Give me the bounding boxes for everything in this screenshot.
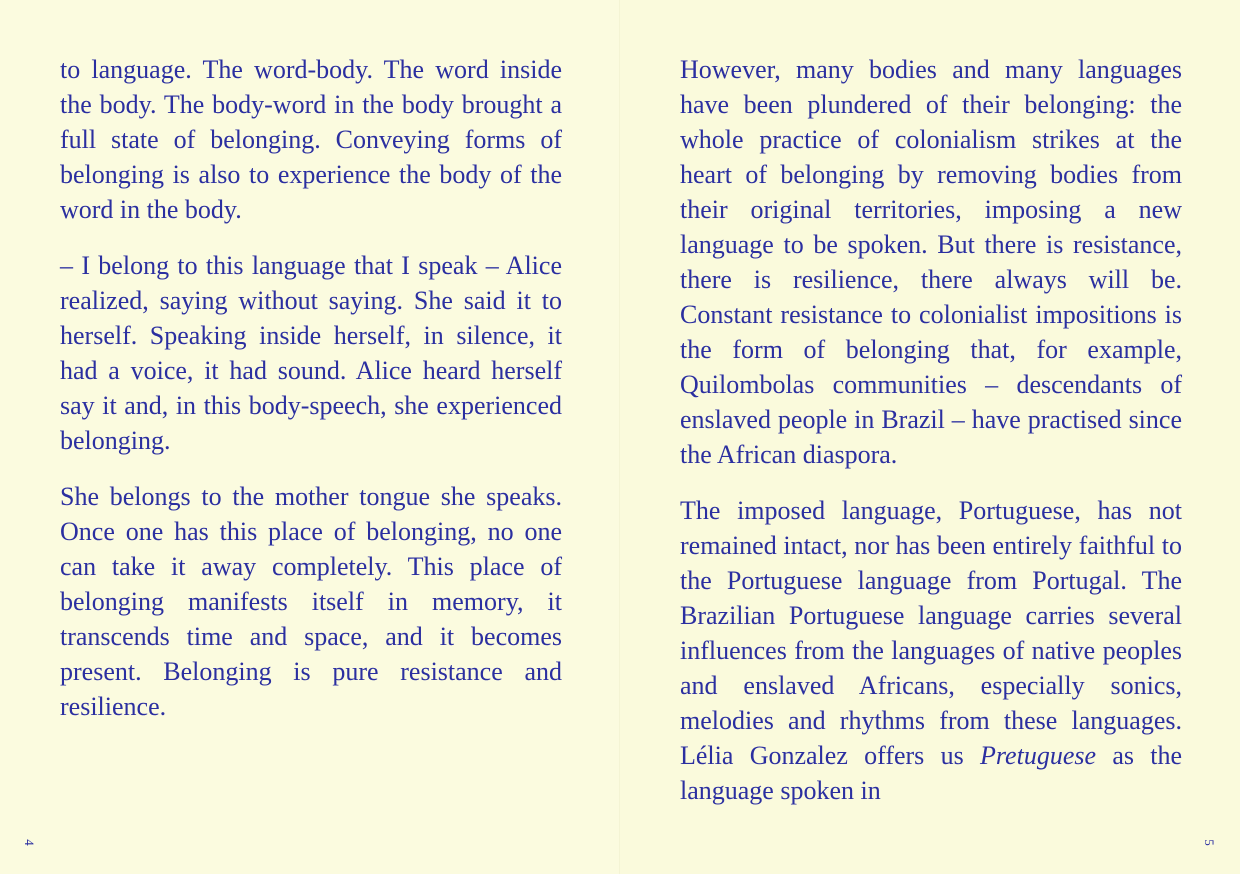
left-paragraph-3: She belongs to the mother tongue she speaks. Once one has this place of belonging, no one can take it away completely. This place of belonging manifests itself in memory, it transcends time and space, and it becomes present. Belonging is pure resistance and resilience. <box>60 482 562 721</box>
left-text-column <box>60 52 562 724</box>
italic-term-pretuguese: Pretuguese <box>980 741 1097 770</box>
right-text-column <box>680 52 1182 808</box>
right-paragraph-2-text: The imposed language, Portuguese, has not remained intact, nor has been entirely faithful to the Portuguese language from Portugal. The Brazilian Portuguese language carries several influences from the languages of native peoples and enslaved Africans, especially sonics, melodies and rhythms from these languages. Lélia Gonzalez offers us <box>680 496 1182 770</box>
right-paragraph-1: However, many bodies and many languages have been plundered of their belonging: the whole practice of colonialism strikes at the heart of belonging by removing bodies from their original territories, imposing a new language to be spoken. But there is resistance, there is resilience, there always will be. Constant resistance to colonialist impositions is the form of belonging that, for example, Quilombolas communities – descendants of enslaved people in Brazil – have practised since the African diaspora. <box>680 55 1182 469</box>
left-paragraph-2: – I belong to this language that I speak – Alice realized, saying without saying. She said it to herself. Speaking inside herself, in silence, it had a voice, it had sound. Alice heard herself say it and, in this body-speech, she experienced belonging. <box>60 251 562 455</box>
right-page-number: 5 <box>1201 839 1217 846</box>
right-paragraph-2 <box>680 493 1182 808</box>
right-paragraph-2-trailing: as the language spoken in <box>680 741 1183 805</box>
right-page <box>620 0 1240 874</box>
left-paragraph-1: to language. The word-body. The word inside the body. The body-word in the body brought a full state of belonging. Conveying forms of belonging is also to experience the body of the word in the body. <box>60 55 562 224</box>
left-page-number: 4 <box>21 839 37 846</box>
